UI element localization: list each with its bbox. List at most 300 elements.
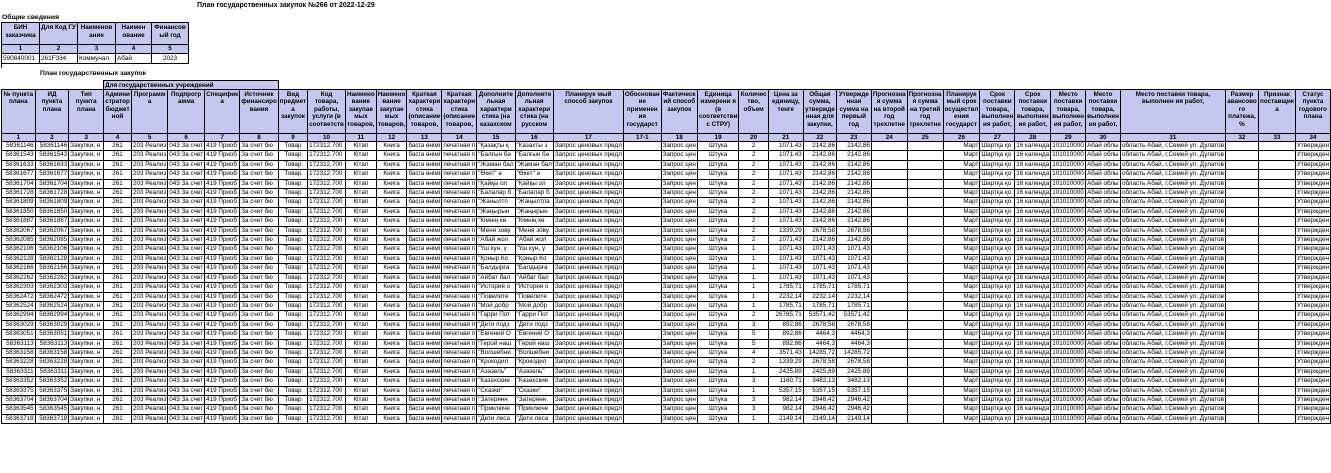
cell-place-ru[interactable]: область Абай, г.Семей ул. Дулатов [1121,151,1224,159]
cell-program[interactable]: 203 Реализ [132,414,167,422]
cell-source[interactable]: За счет бю [240,245,279,254]
cell-price[interactable]: 1071,43 [768,198,803,207]
cell-kind[interactable]: Товар [278,207,307,216]
cell-month[interactable]: Март [943,264,980,273]
cell-term-kz[interactable]: Шартқа қо [980,160,1015,169]
table-row[interactable] [2,283,1331,292]
cell-kind[interactable]: Товар [278,330,307,339]
cell-desc-kz[interactable]: басга өнімі [408,217,441,225]
cell-place-kz[interactable]: Абай облы [1087,320,1119,328]
cell-place-ru[interactable]: область Абай, г.Семей ул. Дулатов [1121,330,1224,338]
cell-type[interactable]: Закупки, н [69,348,104,357]
cell-place-ru[interactable]: область Абай, г.Семей ул. Дулатов [1121,254,1224,262]
cell-subprogram[interactable]: 043 За счет [169,348,204,356]
cell-method[interactable]: Запрос ценовых предл [554,301,622,309]
cell-third-year[interactable] [907,198,943,207]
cell-type[interactable]: Закупки, н [69,198,104,207]
cell-quantity[interactable]: 2 [739,179,768,188]
plan-item-number[interactable]: 58363113 [2,339,36,348]
cell-spec[interactable]: 419 Приоб [205,245,240,254]
cell-place-kz[interactable]: Абай облы [1087,358,1119,366]
cell-name-ru[interactable]: Книга [376,142,407,151]
cell-subprogram[interactable]: 043 За счет [169,292,204,300]
cell-justification[interactable] [623,283,661,292]
cell-place-kz[interactable]: Абай облы [1087,273,1119,281]
cell-program[interactable]: 203 Реализ [132,264,167,272]
plan-item-number[interactable]: 58362994 [2,311,36,320]
cell-term-ru[interactable]: 16 календа [1016,405,1050,413]
cell-term-kz[interactable]: Шартқа қо [980,170,1015,179]
cell-advance[interactable] [1225,283,1258,292]
cell-justification[interactable] [623,395,661,404]
cell-spec[interactable]: 419 Приоб [205,217,240,226]
cell-term-kz[interactable]: Шартқа қо [980,236,1015,245]
cell-total[interactable]: 2142,86 [803,207,836,216]
cell-type[interactable]: Закупки, н [69,320,104,329]
cell-program[interactable]: 203 Реализ [132,179,167,187]
cell-desc-ru[interactable]: печатная п [443,264,476,272]
cell-supplier-flag[interactable] [1259,273,1296,282]
cell-subprogram[interactable]: 043 За счет [169,198,204,206]
cell-code[interactable]: 172312.700 [308,217,346,226]
cell-fact-method[interactable]: Запрос цен [662,151,696,159]
cell-place-kz[interactable]: Абай облы [1087,339,1119,347]
cell-second-year[interactable] [871,151,907,160]
cell-desc-kz[interactable]: басга өнімі [408,189,441,197]
cell-type[interactable]: Закупки, н [69,339,104,348]
cell-quantity[interactable]: 2 [739,160,768,169]
cell-unit[interactable]: Штука [697,142,739,151]
cell-code[interactable]: 172312.700 [308,283,346,292]
cell-month[interactable]: Март [943,142,980,151]
cell-spec[interactable]: 419 Приоб [205,339,240,348]
table-row[interactable] [2,273,1331,282]
cell-term-kz[interactable]: Шартқа қо [980,254,1015,263]
cell-name-kz[interactable]: Кітап [345,179,376,188]
cell-term-ru[interactable]: 16 календа [1016,348,1050,356]
cell-place-kz[interactable]: Абай облы [1087,179,1119,187]
cell-type[interactable]: Закупки, н [69,414,104,423]
cell-quantity[interactable]: 3 [739,377,768,386]
cell-justification[interactable] [623,236,661,245]
cell-admin[interactable]: 261 [104,273,132,282]
plan-item-id[interactable]: 58361887 [35,217,69,226]
cell-spec[interactable]: 419 Приоб [205,386,240,395]
cell-term-kz[interactable]: Шартқа қо [980,358,1015,367]
cell-admin[interactable]: 261 [104,377,132,386]
cell-subprogram[interactable]: 043 За счет [169,301,204,309]
cell-total[interactable]: 2946,42 [803,405,836,414]
cell-name-kz[interactable]: Кітап [345,236,376,245]
table-row[interactable] [2,311,1331,320]
cell-month[interactable]: Март [943,377,980,386]
cell-term-kz[interactable]: Шартқа қо [980,189,1015,198]
plan-item-number[interactable]: 58363375 [2,386,36,395]
cell-subprogram[interactable]: 043 За счет [169,339,204,347]
cell-total[interactable]: 2142,86 [803,142,836,151]
cell-kato[interactable]: 101010000 [1052,217,1084,225]
cell-supplier-flag[interactable] [1259,142,1296,151]
plan-item-number[interactable]: 58362067 [2,226,36,235]
cell-place-kz[interactable]: Абай облы [1087,292,1119,300]
table-row[interactable] [2,339,1331,348]
cell-month[interactable]: Март [943,236,980,245]
cell-fact-method[interactable]: Запрос цен [662,198,696,206]
cell-add-kz[interactable]: "Кімнің кө [477,217,515,226]
cell-kind[interactable]: Товар [278,367,307,376]
cell-program[interactable]: 203 Реализ [132,236,167,244]
plan-item-id[interactable]: 58363704 [35,395,69,404]
cell-place-kz[interactable]: Абай облы [1087,142,1119,149]
cell-fact-method[interactable]: Запрос цен [662,395,696,403]
cell-place-ru[interactable]: область Абай, г.Семей ул. Дулатов [1121,207,1224,215]
cell-type[interactable]: Закупки, н [69,151,104,160]
cell-type[interactable]: Закупки, н [69,226,104,235]
plan-item-id[interactable]: 58362106 [35,245,69,254]
cell-spec[interactable]: 419 Приоб [205,414,240,423]
plan-item-number[interactable]: 58363545 [2,405,36,414]
cell-advance[interactable] [1225,170,1258,179]
cell-spec[interactable]: 419 Приоб [205,189,240,198]
cell-kind[interactable]: Товар [278,236,307,245]
cell-type[interactable]: Закупки, н [69,330,104,339]
cell-admin[interactable]: 261 [104,339,132,348]
cell-month[interactable]: Март [943,395,980,404]
cell-status[interactable]: Утвержден [1296,405,1329,413]
cell-source[interactable]: За счет бю [240,217,279,226]
cell-quantity[interactable]: 3 [739,320,768,329]
table-row[interactable] [2,236,1331,245]
cell-admin[interactable]: 261 [104,198,132,207]
cell-source[interactable]: За счет бю [240,198,279,207]
cell-unit[interactable]: Штука [697,330,739,339]
cell-month[interactable]: Март [943,367,980,376]
cell-spec[interactable]: 419 Приоб [205,254,240,263]
cell-status[interactable]: Утвержден [1296,330,1329,338]
cell-term-kz[interactable]: Шартқа қо [980,320,1015,329]
cell-kind[interactable]: Товар [278,301,307,310]
cell-kato[interactable]: 101010000 [1052,151,1084,159]
cell-supplier-flag[interactable] [1259,179,1296,188]
cell-admin[interactable]: 261 [104,311,132,320]
cell-name-ru[interactable]: Книга [376,283,407,292]
cell-spec[interactable]: 419 Приоб [205,377,240,386]
cell-spec[interactable]: 419 Приоб [205,358,240,367]
cell-month[interactable]: Март [943,217,980,226]
cell-name-kz[interactable]: Кітап [345,348,376,357]
cell-fact-method[interactable]: Запрос цен [662,367,696,375]
cell-justification[interactable] [623,254,661,263]
cell-desc-ru[interactable]: печатная п [443,386,476,394]
cell-desc-kz[interactable]: басга өнімі [408,264,441,272]
table-row[interactable] [2,348,1331,357]
cell-fact-method[interactable]: Запрос цен [662,414,696,422]
cell-kind[interactable]: Товар [278,414,307,423]
cell-kind[interactable]: Товар [278,358,307,367]
cell-kind[interactable]: Товар [278,254,307,263]
cell-justification[interactable] [623,330,661,339]
cell-code[interactable]: 172312.700 [308,226,346,235]
cell-add-ru[interactable]: "Жаңылтпа [515,198,553,207]
plan-item-id[interactable]: 58363718 [35,414,69,423]
cell-name-ru[interactable]: Книга [376,217,407,226]
cell-add-kz[interactable]: "Балдырға [477,264,515,273]
cell-month[interactable]: Март [943,292,980,301]
cell-term-ru[interactable]: 16 календа [1016,311,1050,319]
cell-fact-method[interactable]: Запрос цен [662,358,696,366]
cell-status[interactable]: Утвержден [1296,358,1329,366]
cell-method[interactable]: Запрос ценовых предл [554,320,622,328]
cell-desc-kz[interactable]: басга өнімі [408,160,441,168]
cell-term-ru[interactable]: 16 календа [1016,151,1050,159]
cell-name-kz[interactable]: Кітап [345,245,376,254]
cell-advance[interactable] [1225,142,1258,151]
cell-place-ru[interactable]: область Абай, г.Семей ул. Дулатов [1121,292,1224,300]
cell-first-year[interactable]: 2142,86 [836,160,871,169]
cell-desc-kz[interactable]: басга өнімі [408,311,441,319]
cell-code[interactable]: 172312.700 [308,207,346,216]
cell-admin[interactable]: 261 [104,151,132,160]
table-row[interactable] [2,189,1331,198]
cell-admin[interactable]: 261 [104,236,132,245]
cell-third-year[interactable] [907,339,943,348]
cell-subprogram[interactable]: 043 За счет [169,273,204,281]
cell-price[interactable]: 1071,43 [768,273,803,282]
cell-add-kz[interactable]: "Жаңырын [477,207,515,216]
cell-first-year[interactable]: 2142,86 [836,142,871,151]
cell-quantity[interactable]: 1 [739,273,768,282]
cell-advance[interactable] [1225,160,1258,169]
cell-price[interactable]: 1071,43 [768,142,803,151]
cell-status[interactable]: Утвержден [1296,160,1329,168]
table-row[interactable] [2,320,1331,329]
cell-kind[interactable]: Товар [278,170,307,179]
plan-item-number[interactable]: 58361809 [2,198,36,207]
plan-item-id[interactable]: 58362085 [35,236,69,245]
cell-place-kz[interactable]: Абай облы [1087,386,1119,394]
cell-add-ru[interactable]: "Қоныр Ко [515,254,553,263]
cell-method[interactable]: Запрос ценовых предл [554,142,622,149]
cell-place-kz[interactable]: Абай облы [1087,198,1119,206]
cell-desc-kz[interactable]: басга өнімі [408,273,441,281]
cell-second-year[interactable] [871,226,907,235]
cell-name-ru[interactable]: Книга [376,273,407,282]
cell-code[interactable]: 172312.700 [308,245,346,254]
cell-supplier-flag[interactable] [1259,367,1296,376]
cell-kind[interactable]: Товар [278,179,307,188]
cell-source[interactable]: За счет бю [240,414,279,423]
cell-price[interactable]: 2232,14 [768,292,803,301]
cell-name-ru[interactable]: Книга [376,189,407,198]
cell-second-year[interactable] [871,283,907,292]
cell-code[interactable]: 172312.700 [308,189,346,198]
cell-first-year[interactable]: 2946,42 [836,405,871,414]
cell-unit[interactable]: Штука [697,283,739,292]
cell-second-year[interactable] [871,236,907,245]
cell-third-year[interactable] [907,170,943,179]
cell-supplier-flag[interactable] [1259,339,1296,348]
cell-quantity[interactable]: 1 [739,245,768,254]
plan-item-number[interactable]: 58362128 [2,254,36,263]
cell-program[interactable]: 203 Реализ [132,160,167,168]
cell-price[interactable]: 1071,43 [768,160,803,169]
fin-year-value[interactable]: 2023 [152,54,189,64]
cell-fact-method[interactable]: Запрос цен [662,254,696,262]
cell-subprogram[interactable]: 043 За счет [169,226,204,234]
cell-advance[interactable] [1225,236,1258,245]
cell-supplier-flag[interactable] [1259,320,1296,329]
cell-add-kz[interactable]: "Қайқы ол [477,179,515,188]
cell-total[interactable]: 1071,43 [803,254,836,263]
cell-desc-ru[interactable]: печатная п [443,301,476,309]
cell-code[interactable]: 172312.700 [308,142,346,151]
cell-place-kz[interactable]: Абай облы [1087,226,1119,234]
cell-quantity[interactable]: 2 [739,236,768,245]
cell-name-kz[interactable]: Кітап [345,142,376,151]
cell-add-kz[interactable]: "Абай жол [477,236,515,245]
table-row[interactable] [2,395,1331,404]
cell-term-ru[interactable]: 16 календа [1016,320,1050,328]
cell-supplier-flag[interactable] [1259,386,1296,395]
cell-advance[interactable] [1225,339,1258,348]
cell-place-ru[interactable]: область Абай, г.Семей ул. Дулатов [1121,405,1224,413]
cell-source[interactable]: За счет бю [240,142,279,151]
cell-month[interactable]: Март [943,226,980,235]
table-row[interactable] [2,207,1331,216]
cell-advance[interactable] [1225,273,1258,282]
bin-value[interactable]: 590840001 [2,54,40,64]
cell-type[interactable]: Закупки, н [69,236,104,245]
cell-spec[interactable]: 419 Приоб [205,367,240,376]
cell-total[interactable]: 53571,42 [803,311,836,320]
cell-first-year[interactable]: 1071,43 [836,264,871,273]
cell-total[interactable]: 2678,58 [803,226,836,235]
cell-unit[interactable]: Штука [697,254,739,263]
cell-add-kz[interactable]: "Қазақты қ [477,142,515,151]
cell-first-year[interactable]: 1785,71 [836,283,871,292]
cell-kato[interactable]: 101010000 [1052,283,1084,291]
cell-first-year[interactable]: 1071,43 [836,254,871,263]
cell-name-kz[interactable]: Кітап [345,254,376,263]
cell-desc-ru[interactable]: печатная п [443,254,476,262]
cell-quantity[interactable]: 2 [739,170,768,179]
cell-term-kz[interactable]: Шартқа қо [980,405,1015,414]
cell-kato[interactable]: 101010000 [1052,170,1084,178]
cell-program[interactable]: 203 Реализ [132,189,167,197]
cell-desc-ru[interactable]: печатная п [443,189,476,197]
cell-type[interactable]: Закупки, н [69,358,104,367]
cell-place-ru[interactable]: область Абай, г.Семей ул. Дулатов [1121,311,1224,319]
cell-quantity[interactable]: 1 [739,367,768,376]
cell-quantity[interactable]: 2 [739,226,768,235]
cell-supplier-flag[interactable] [1259,160,1296,169]
cell-source[interactable]: За счет бю [240,405,279,414]
cell-add-ru[interactable]: "История о [515,283,553,292]
cell-kato[interactable]: 101010000 [1052,226,1084,234]
cell-fact-method[interactable]: Запрос цен [662,273,696,281]
cell-admin[interactable]: 261 [104,226,132,235]
cell-method[interactable]: Запрос ценовых предл [554,339,622,347]
cell-subprogram[interactable]: 043 За счет [169,151,204,159]
cell-method[interactable]: Запрос ценовых предл [554,207,622,215]
cell-place-ru[interactable]: область Абай, г.Семей ул. Дулатов [1121,348,1224,356]
cell-term-kz[interactable]: Шартқа қо [980,283,1015,292]
table-row[interactable] [2,151,1331,160]
cell-method[interactable]: Запрос ценовых предл [554,283,622,291]
cell-type[interactable]: Закупки, н [69,189,104,198]
cell-spec[interactable]: 419 Приоб [205,170,240,179]
cell-kato[interactable]: 101010000 [1052,348,1084,356]
cell-total[interactable]: 2142,86 [803,170,836,179]
cell-name-kz[interactable]: Кітап [345,377,376,386]
cell-subprogram[interactable]: 043 За счет [169,395,204,403]
cell-justification[interactable] [623,189,661,198]
cell-advance[interactable] [1225,151,1258,160]
cell-method[interactable]: Запрос ценовых предл [554,170,622,178]
cell-source[interactable]: За счет бю [240,320,279,329]
cell-fact-method[interactable]: Запрос цен [662,339,696,347]
cell-type[interactable]: Закупки, н [69,160,104,169]
cell-month[interactable]: Март [943,358,980,367]
cell-desc-ru[interactable]: печатная п [443,198,476,206]
cell-term-kz[interactable]: Шартқа қо [980,377,1015,386]
cell-total[interactable]: 2142,86 [803,236,836,245]
cell-status[interactable]: Утвержден [1296,395,1329,403]
cell-price[interactable]: 1071,43 [768,236,803,245]
cell-name-kz[interactable]: Кітап [345,367,376,376]
cell-code[interactable]: 172312.700 [308,330,346,339]
cell-status[interactable]: Утвержден [1296,414,1329,422]
cell-add-ru[interactable]: "Өкет" ә [515,170,553,179]
cell-name-kz[interactable]: Кітап [345,264,376,273]
cell-month[interactable]: Март [943,311,980,320]
cell-add-kz[interactable]: "Герой наш [477,339,515,348]
cell-add-ru[interactable]: "Казахты з [515,142,553,151]
cell-term-ru[interactable]: 16 календа [1016,301,1050,309]
cell-place-kz[interactable]: Абай облы [1087,217,1119,225]
cell-total[interactable]: 2142,86 [803,189,836,198]
cell-spec[interactable]: 419 Приоб [205,320,240,329]
cell-type[interactable]: Закупки, н [69,264,104,273]
cell-method[interactable]: Запрос ценовых предл [554,236,622,244]
plan-item-number[interactable]: 58363718 [2,414,36,423]
cell-place-ru[interactable]: область Абай, г.Семей ул. Дулатов [1121,217,1224,225]
cell-second-year[interactable] [871,198,907,207]
cell-name-kz[interactable]: Кітап [345,320,376,329]
cell-desc-kz[interactable]: басга өнімі [408,142,441,149]
cell-total[interactable]: 2142,86 [803,198,836,207]
cell-justification[interactable] [623,301,661,310]
cell-second-year[interactable] [871,358,907,367]
cell-add-kz[interactable]: "Жанылтп [477,198,515,207]
cell-place-ru[interactable]: область Абай, г.Семей ул. Дулатов [1121,236,1224,244]
cell-third-year[interactable] [907,245,943,254]
cell-desc-kz[interactable]: басга өнімі [408,395,441,403]
cell-price[interactable]: 1071,43 [768,170,803,179]
cell-month[interactable]: Март [943,348,980,357]
cell-advance[interactable] [1225,386,1258,395]
cell-place-ru[interactable]: область Абай, г.Семей ул. Дулатов [1121,245,1224,253]
cell-desc-kz[interactable]: басга өнімі [408,386,441,394]
cell-unit[interactable]: Штука [697,170,739,179]
cell-subprogram[interactable]: 043 За счет [169,367,204,375]
cell-price[interactable]: 1785,71 [768,301,803,310]
cell-name-ru[interactable]: Книга [376,377,407,386]
cell-source[interactable]: За счет бю [240,367,279,376]
cell-status[interactable]: Утвержден [1296,207,1329,215]
cell-method[interactable]: Запрос ценовых предл [554,189,622,197]
cell-admin[interactable]: 261 [104,283,132,292]
